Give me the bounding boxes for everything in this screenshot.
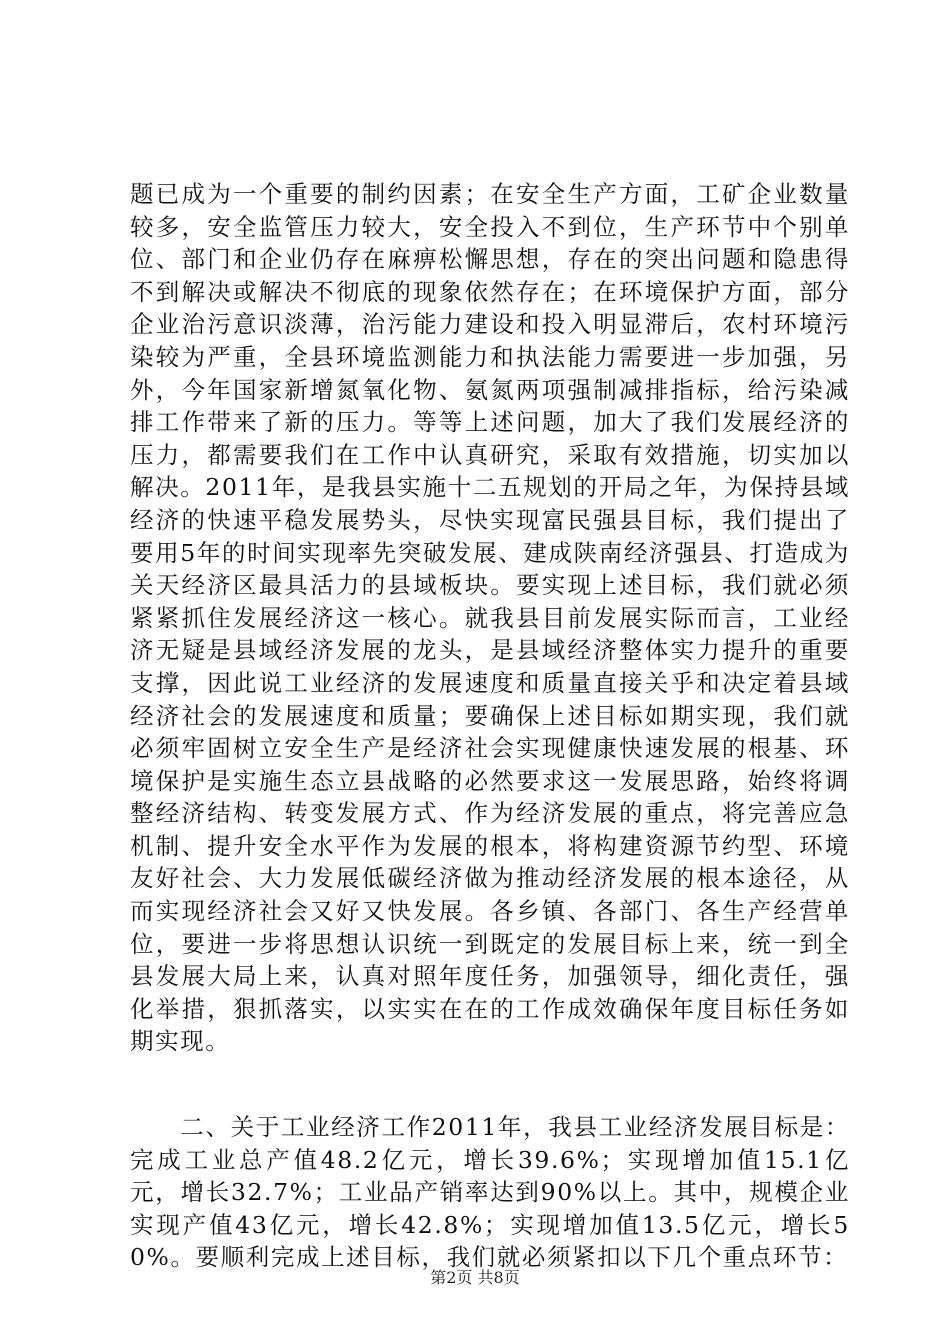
- body-paragraph-1: 题已成为一个重要的制约因素；在安全生产方面，工矿企业数量较多，安全监管压力较大，安全投入不到位，生产环节中个别单位、部门和企业仍存在麻痹松懈思想，存在的突出问题和隐患得不到解决或解决不彻底的现象依然存在；在环境保护方面，部分企业治污意识淡薄，治污能力建设和投入明显滞后，农村环境污染较为严重，全县环境监测能力和执法能力需要进一步加强，另外，今年国家新增氮氧化物、氨氮两项强制减排指标，给污染减排工作带来了新的压力。等等上述问题，加大了我们发展经济的压力，都需要我们在工作中认真研究，采取有效措施，切实加以解决。2011年，是我县实施十二五规划的开局之年，为保持县域经济的快速平稳发展势头，尽快实现富民强县目标，我们提出了要用5年的时间实现率先突破发展、建成陕南经济强县、打造成为关天经济区最具活力的县域板块。要实现上述目标，我们就必须紧紧抓住发展经济这一核心。就我县目前发展实际而言，工业经济无疑是县域经济发展的龙头，是县域经济整体实力提升的重要支撑，因此说工业经济的发展速度和质量直接关乎和决定着县域经济社会的发展速度和质量；要确保上述目标如期实现，我们就必须牢固树立安全生产是经济社会实现健康快速发展的根基、环境保护是实施生态立县战略的必然要求这一发展思路，始终将调整经济结构、转变发展方式、作为经济发展的重点，将完善应急机制、提升安全水平作为发展的根本，将构建资源节约型、环境友好社会、大力发展低碳经济做为推动经济发展的根本途径，从而实现经济社会又好又快发展。各乡镇、各部门、各生产经营单位，要进一步将思想认识统一到既定的发展目标上来，统一到全县发展大局上来，认真对照年度任务，加强领导，细化责任，强化举措，狠抓落实，以实实在在的工作成效确保年度目标任务如期实现。: [130, 180, 850, 1056]
- page-footer: 第2页 共8页: [430, 1268, 520, 1287]
- body-paragraph-2: 二、关于工业经济工作2011年，我县工业经济发展目标是：完成工业总产值48.2亿元，增长39.6%；实现增加值15.1亿元，增长32.7%；工业品产销率达到90%以上。其中，规模企业实现产值43亿元，增长42.8%；实现增加值13.5亿元，增长50%。要顺利完成上述目标，我们就必须紧扣以下几个重点环节：: [130, 1113, 850, 1272]
